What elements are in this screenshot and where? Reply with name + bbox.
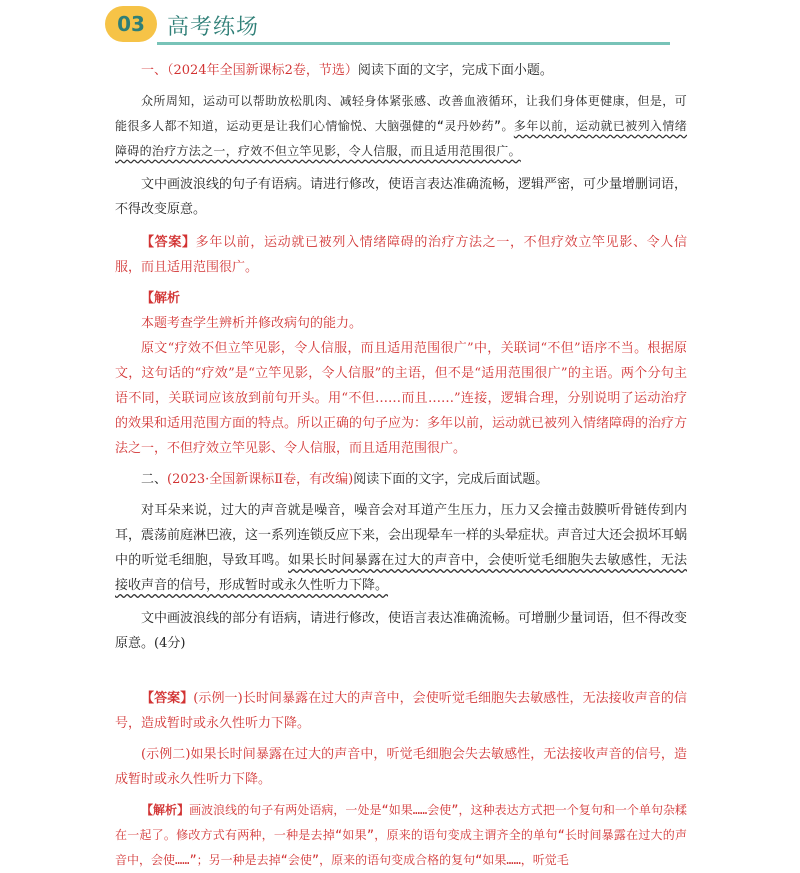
q1-passage-text: 众所周知，运动可以帮助放松肌肉、减轻身体紧张感、改善血液循环，让我们身体更健康，但是，可能很多人都不知道，运动更是让我们心情愉悦、大脑强健的“灵丹妙药”。 [115, 94, 687, 133]
q2-intro [115, 467, 687, 492]
section-number: 03 [117, 12, 145, 36]
q1-passage [115, 89, 687, 164]
q1-instruction: 阅读下面的文字，完成下面小题。 [357, 63, 553, 78]
q1-analysis-label-line [115, 286, 687, 311]
q1-answer-text: 多年以前，运动就已被列入情绪障碍的治疗方法之一，不但疗效立竿见影、令人信服，而且适用范围很广。 [115, 235, 687, 275]
q2-wavy-sentence: 如果长时间暴露在过大的声音中，会使听觉毛细胞失去敏感性，无法接收声音的信号，形成暂时或永久性听力下降。 [115, 553, 687, 593]
q2-answer-label: 【答案】 [141, 691, 194, 706]
q1-analysis-2: 原文“疗效不但立竿见影，令人信服，而且适用范围很广”中，关联词“不但”语序不当。根据原文，这句话的“疗效”是“立竿见影，令人信服”的主语，但不是“适用范围很广”的主语。两个分句主语不同，关联词应该放到前句开头。用“不但……而且……”连接，逻辑合理，分别说明了运动治疗的效果和适用范围方面的特点。所以正确的句子应为：多年以前，运动就已被列入情绪障碍的治疗方法之一，不但疗效立竿见影、令人信服，而且适用范围很广。 [115, 341, 688, 456]
q1-analysis-label: 【解析 [141, 291, 181, 306]
q2-number: 二、 [141, 472, 168, 487]
document-body [115, 58, 687, 873]
q1-number: 一、 [141, 63, 168, 78]
q2-instruction: 阅读下面的文字，完成后面试题。 [353, 472, 549, 487]
q2-task: 文中画波浪线的部分有语病，请进行修改，使语言表达准确流畅。可增删少量词语，但不得改变原意。(4分) [115, 611, 688, 651]
q2-analysis-text: 画波浪线的句子有两处语病，一处是“如果……会使”，这种表达方式把一个复句和一个单句杂糅在一起了。修改方式有两种，一种是去掉“如果”，原来的语句变成主谓齐全的单句“长时间暴露在过大的声音中，会使……”；另一种是去掉“会使”，原来的语句变成合格的复句“如果……，听觉毛 [115, 803, 687, 867]
q1-wavy-sentence: 多年以前，运动就已被列入情绪障碍的治疗方法之一，疗效不但立竿见影，令人信服，而且适用范围很广。 [115, 119, 688, 158]
q1-source: （2024年全国新课标2卷，节选） [167, 63, 358, 78]
q1-answer-label: 【答案】 [141, 235, 196, 250]
q2-passage [115, 498, 687, 598]
section-title: 高考练场 [167, 15, 260, 40]
q1-task: 文中画波浪线的句子有语病。请进行修改，使语言表达准确流畅，逻辑严密，可少量增删词语，不得改变原意。 [115, 177, 688, 217]
header-divider [157, 42, 670, 45]
q1-intro [115, 58, 687, 83]
q2-answer-example-1: (示例一)长时间暴露在过大的声音中，会使听觉毛细胞失去敏感性，无法接收声音的信号，造成暂时或永久性听力下降。 [115, 691, 687, 731]
q2-analysis-label: 【解析】 [141, 803, 190, 817]
q2-source: (2023·全国新课标Ⅱ卷，有改编) [167, 472, 354, 487]
section-header [105, 6, 670, 46]
q2-passage-text: 对耳朵来说，过大的声音就是噪音，噪音会对耳道产生压力，压力又会撞击鼓膜听骨链传到内耳，震荡前庭淋巴液，这一系列连锁反应下来，会出现晕车一样的头晕症状。声音过大还会损坏耳蜗中的听觉毛细胞，导致耳鸣。 [115, 503, 688, 568]
q1-answer [115, 230, 687, 280]
q2-answer-2: (示例二)如果长时间暴露在过大的声音中，听觉毛细胞会失去敏感性，无法接收声音的信号，造成暂时或永久性听力下降。 [115, 747, 687, 787]
q2-answer-1 [115, 686, 687, 736]
q1-analysis-1: 本题考查学生辨析并修改病句的能力。 [141, 316, 363, 331]
q2-analysis [115, 798, 687, 873]
